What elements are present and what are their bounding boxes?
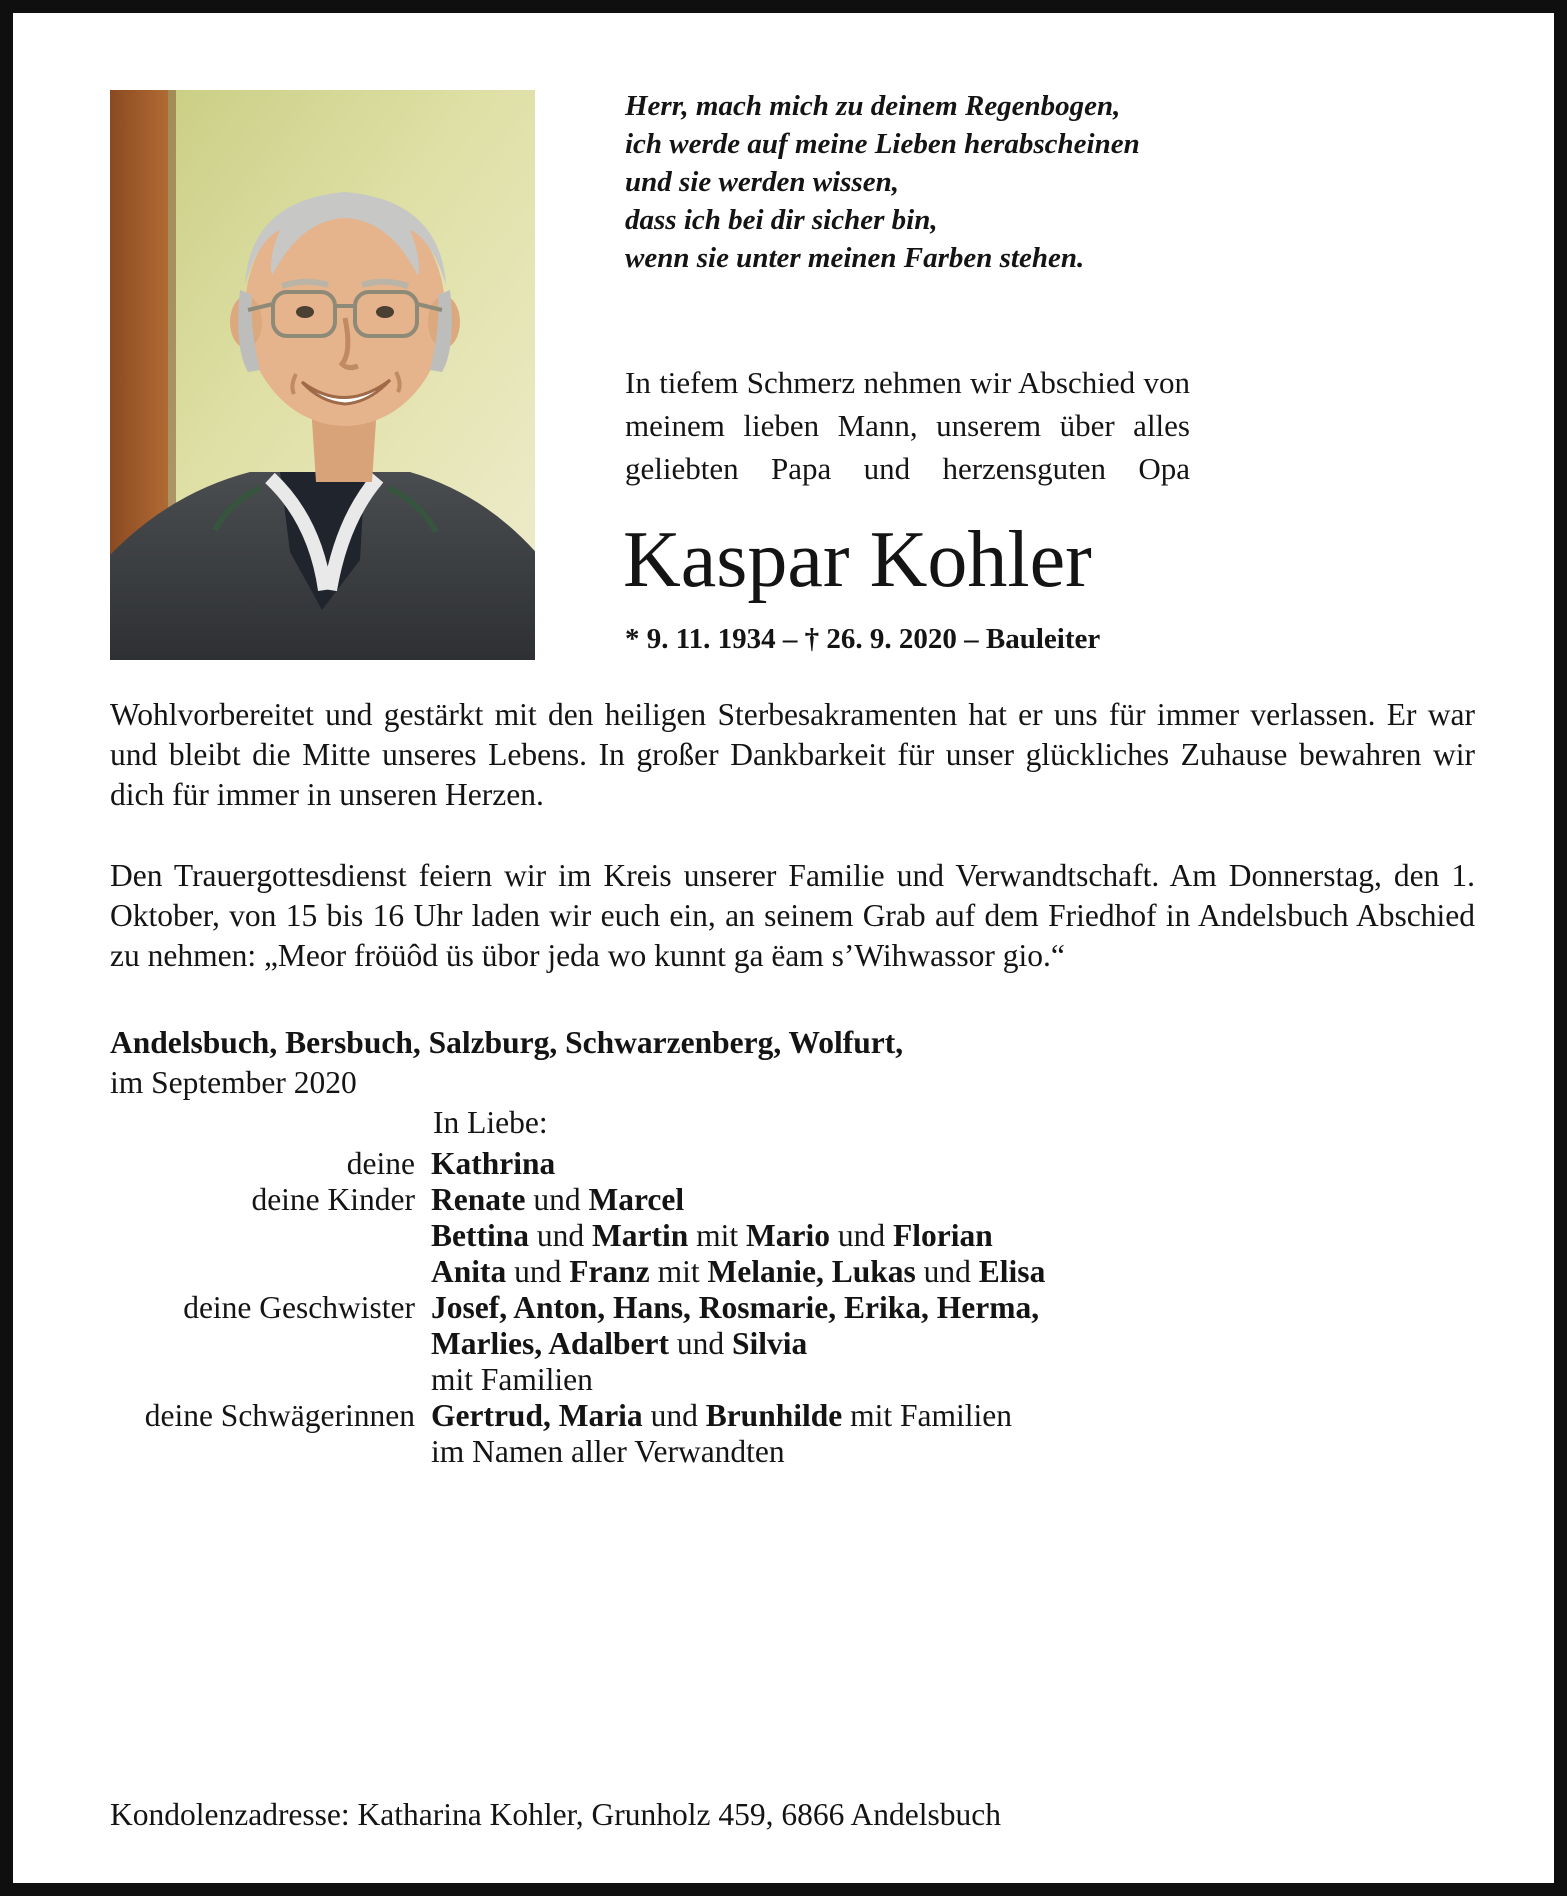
family-relation-label: deine Kinder [251,1182,415,1217]
deceased-name: Kaspar Kohler [623,516,1092,604]
family-row [110,1362,1490,1398]
family-row [110,1254,1490,1290]
portrait-photo [110,90,535,660]
in-liebe-label: In Liebe: [433,1105,548,1140]
family-names: Anita und Franz mit Melanie, Lukas und Elisa [431,1254,1046,1289]
family-list [110,1146,1490,1470]
poem-line: dass ich bei dir sicher bin, [625,204,938,236]
family-relation-label: deine Geschwister [183,1290,415,1325]
family-names: mit Familien [431,1362,593,1397]
family-relation-label: deine [346,1146,415,1181]
family-names: Kathrina [431,1146,556,1181]
poem-line: und sie werden wissen, [625,166,899,198]
family-row [110,1218,1490,1254]
poem [625,87,1195,277]
poem-line: Herr, mach mich zu deinem Regenbogen, [625,90,1121,122]
family-row [110,1434,1490,1470]
date-line: im September 2020 [110,1065,357,1100]
paragraph-service: Den Trauergottesdienst feiern wir im Kreis unserer Familie und Verwandtschaft. Am Donnerstag, den 1. Oktober, von 15 bis 16 Uhr laden wir euch ein, an seinem Grab auf dem Friedhof in Andelsbuch Abschied zu nehmen: „Meor fröüôd üs übor jeda wo kunnt ga ëam s’Wihwassor gio.“ [110,858,1475,973]
portrait-photo-graphic [110,90,535,660]
family-names: Bettina und Martin mit Mario und Florian [431,1218,993,1253]
family-row [110,1326,1490,1362]
family-row [110,1146,1490,1182]
places-line: Andelsbuch, Bersbuch, Salzburg, Schwarzenberg, Wolfurt, [110,1025,904,1060]
family-names: Josef, Anton, Hans, Rosmarie, Erika, Herma, [431,1290,1040,1325]
condolence-address: Kondolenzadresse: Katharina Kohler, Grunholz 459, 6866 Andelsbuch [110,1797,1002,1832]
family-row [110,1290,1490,1326]
family-names: Gertrud, Maria und Brunhilde mit Familien [431,1398,1012,1433]
family-names: Marlies, Adalbert und Silvia [431,1326,808,1361]
family-row [110,1398,1490,1434]
family-relation-label: deine Schwägerinnen [144,1398,415,1433]
paragraph-farewell: Wohlvorbereitet und gestärkt mit den heiligen Sterbesakramenten hat er uns für immer verlassen. Er war und bleibt die Mitte unseres Lebens. In großer Dankbarkeit für unser glückliches Zuhause bewahren wir dich für immer in unseren Herzen. [110,697,1475,812]
family-names: im Namen aller Verwandten [431,1434,785,1469]
poem-line: ich werde auf meine Lieben herabscheinen [625,128,1140,160]
intro-text: In tiefem Schmerz nehmen wir Abschied von meinem lieben Mann, unserem über alles geliebten Papa und herzensguten Opa [625,365,1190,486]
deceased-dates: * 9. 11. 1934 – † 26. 9. 2020 – Bauleiter [625,623,1101,655]
family-row [110,1182,1490,1218]
family-names: Renate und Marcel [431,1182,685,1217]
poem-line: wenn sie unter meinen Farben stehen. [625,242,1085,274]
